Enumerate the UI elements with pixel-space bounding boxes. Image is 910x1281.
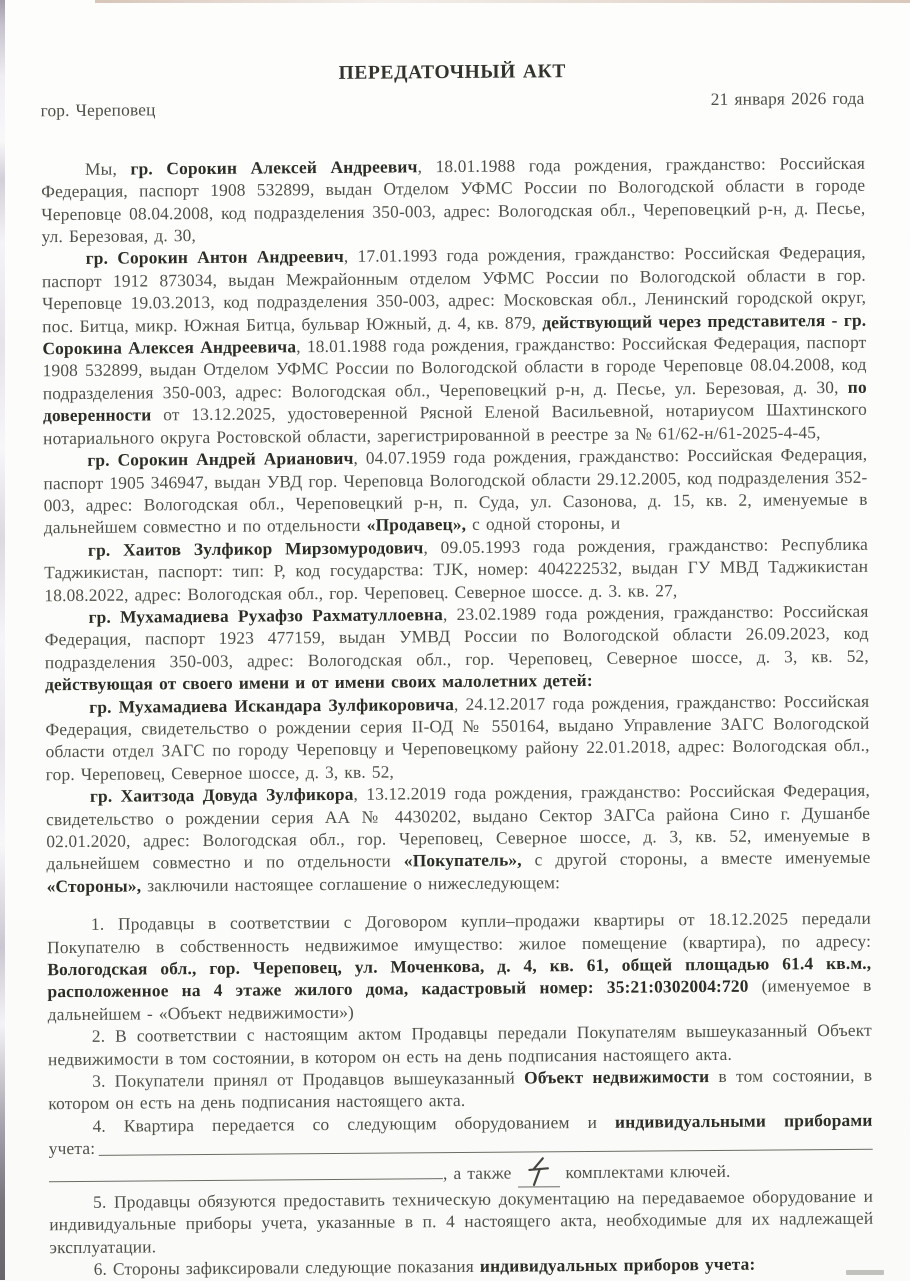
document-title: ПЕРЕДАТОЧНЫЙ АКТ (338, 61, 566, 84)
party-seller-3: гр. Сорокин Андрей Арианович, 04.07.1959 года рождения, гражданство: Российская Федерация, паспорт 1905 346947, выдан УВД гор. Череповца Вологодской области 29.12.2005, код подразделения 352-003, адрес: Вологодская обл., Череповецкий р-н, п. Суда, ул. Сазонова, д. 15, кв. 2, именуемые в дальнейшем совместно и по отдельности «Продавец», с одной стороны, и (43, 443, 868, 538)
party-seller-2: гр. Сорокин Антон Андреевич, 17.01.1993 года рождения, гражданство: Российская Федерация, паспорт 1912 873034, выдан Межрайонным отделом УФМС России по Вологодской области в гор. Череповце 19.03.2013, код подразделения 350-003, адрес: Московская обл., Ленинский городской округ, пос. Битца, микр. Южная Битца, бульвар Южный, д. 4, кв. 879, действующий через представителя - гр. Сорокина Алексея Андреевича, 18.01.1988 года рождения, гражданство: Российская Федерация, паспорт 1908 532899, выдан Отделом УФМС России по Вологодской области в городе Череповце 08.04.2008, код подразделения 350-003, адрес: Вологодская обл., Череповецкий р-н, д. Песье, ул. Березовая, д. 30, по доверенности от 13.12.2025, удостоверенной Рясной Еленой Васильевной, нотариусом Шахтинского нотариального округа Ростовской области, зарегистрированной в реестре за № 61/62-н/61-2025-4-45, (41, 242, 867, 448)
handwriting-stroke-icon (526, 1156, 550, 1186)
clause-1-transfer: 1. Продавцы в соответствии с Договором купли–продажи квартиры от 18.12.2025 передали Покупателю в собственность недвижимое имущество: жилое помещение (квартира), по адресу: Вологодская обл., гор. Череповец, ул. Моченкова, д. 4, кв. 61, общей площадью 61.4 кв.м., расположенное на 4 этаже жилого дома, кадастровый номер: 35:21:0302004:720 (именуемое в дальнейшем - «Объект недвижимости») (47, 907, 872, 1025)
scan-artifact-left-edge (0, 0, 5, 1280)
document-meta (40, 88, 865, 122)
also-text: , а также (442, 1162, 512, 1183)
clause-5-documentation: 5. Продавцы обязуются предоставить техническую документацию на передаваемое оборудование и индивидуальные приборы учета, указанные в п. 4 настоящего акта, необходимые для их надлежащей эксплуатации. (49, 1185, 874, 1257)
document-city: гор. Череповец (40, 99, 156, 121)
party-buyer-2: гр. Мухамадиева Рухафзо Рахматуллоевна, 23.02.1989 года рождения, гражданство: Российская Федерация, паспорт 1923 477159, выдан УМВД России по Вологодской области 26.09.2023, код подразделения 350-003, адрес: Вологодская обл., гор. Череповец, Северное шоссе, д. 3, кв. 52, действующая от своего имени и от имени своих малолетних детей: (44, 600, 869, 695)
scan-artifact-top-edge (95, 0, 910, 3)
clause-6-meter-readings: 6. Стороны зафиксировали следующие показания индивидуальных приборов учета: (93, 1253, 756, 1279)
party-seller-1: Мы, гр. Сорокин Алексей Андреевич, 18.01.1988 года рождения, гражданство: Российская Федерация, паспорт 1908 532899, выдан Отделом УФМС России по Вологодской области в городе Череповце 08.04.2008, код подразделения 350-003, адрес: Вологодская обл., Череповецкий р-н, д. Песье, ул. Березовая, д. 30, (41, 152, 866, 247)
meter-label: учета: (48, 1138, 96, 1159)
document-body (40, 59, 874, 1281)
blank-field-equipment-2 (49, 1178, 443, 1182)
party-buyer-child-2: гр. Хаитзода Довуда Зулфикора, 13.12.2019 года рождения, гражданство: Российская Федерация, свидетельство о рождении серия АА № 4430202, выдано Сектор ЗАГСа района Сино г. Душанбе 02.01.2020, адрес: Вологодская обл., гор. Череповец, Северное шоссе, д. 3, кв. 52, именуемые в дальнейшем совместно и по отдельности «Покупатель», с другой стороны, а вместе именуемые «Стороны», заключили настоящее соглашение о нижеследующем: (46, 779, 871, 897)
party-buyer-child-1: гр. Мухамадиева Искандара Зулфикоровича, 24.12.2017 года рождения, гражданство: Российская Федерация, свидетельство о рождении серия II-ОД № 550164, выдано Управление ЗАГС Вологодской области отдел ЗАГС по городу Череповцу и Череповецкому району 22.01.2018, адрес: Вологодская обл., гор. Череповец, Северное шоссе, д. 3, кв. 52, (45, 690, 870, 785)
handwritten-keys-count (517, 1156, 559, 1187)
clause-2-condition: 2. В соответствии с настоящим актом Продавцы передали Покупателям вышеуказанный Объект недвижимости в том состоянии, в котором он есть на день подписания настоящего акта. (47, 1019, 872, 1069)
clause-4-line1: 4. Квартира передается со следующим оборудованием и индивидуальными приборами (92, 1109, 873, 1136)
party-buyer-1: гр. Хаитов Зулфикор Мирзомуродович, 09.05.1993 года рождения, гражданство: Республика Таджикистан, паспорт: тип: Р, код государства: TJK, номер: 404222532, выдан ГУ МВД Таджикистан 18.08.2022, адрес: Вологодская обл., гор. Череповец. Северное шоссе. д. 3. кв. 27, (44, 533, 869, 605)
clause-4-equipment (48, 1109, 873, 1191)
keys-suffix: комплектами ключей. (565, 1160, 731, 1182)
clause-3-acceptance: 3. Покупатели принял от Продавцов вышеуказанный Объект недвижимости в том состоянии, в котором он есть на день подписания настоящего акта. (48, 1064, 873, 1114)
document-date: 21 января 2026 года (710, 88, 865, 110)
